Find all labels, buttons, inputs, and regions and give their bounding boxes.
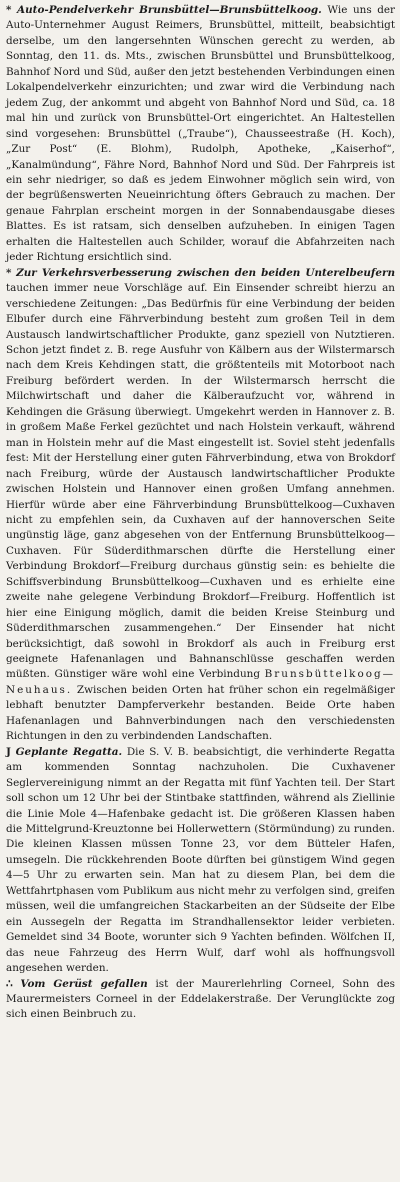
article-paragraph: [6, 745, 395, 977]
article-verkehrsverbesserung: [6, 266, 395, 745]
article-marker: *: [6, 266, 12, 279]
article-emphasis: Brunsbüttelkoog—Neuhaus.: [6, 668, 395, 696]
article-marker: J: [6, 745, 11, 758]
article-body: Wie uns der Auto-Unternehmer August Reimers, Brunsbüttel, mitteilt, beabsichtigt derselbe, um den langersehnten Wünschen gerecht zu werden, ab Sonntag, den 11. ds. Mts., zwischen Brunsbüttel und Brunsbüttelkoog, Bahnhof Nord und Süd, außer den jetzt bestehenden Verbindungen einen Lokalpendelverkehr einzurichten; und zwar wird die Verbindung nach jedem Zug, der ankommt und abgeht von Bahnhof Nord und Süd, ca. 18 mal hin und zurück von Brunsbüttel-Ort eingerichtet. An Haltestellen sind vorgesehen: Brunsbüttel („Traube“), Chausseestraße (H. Koch), „Zur Post“ (E. Blohm), Rudolph, Apotheke, „Kaiserhof“, „Kanalmündung“, Fähre Nord, Bahnhof Nord und Süd. Der Fahrpreis ist ein sehr niedriger, so daß es jedem Einwohner möglich sein wird, von der begrüßenswerten Neueinrichtung öfters Gebrauch zu machen. Der genaue Fahrplan erscheint morgen in der Sonnabendausgabe dieses Blattes. Es ist ratsam, sich denselben aufzuheben. In einigen Tagen erhalten die Haltestellen auch Schilder, worauf die Abfahrzeiten nach jeder Richtung ersichtlich sind.: [6, 4, 396, 264]
article-paragraph: [6, 3, 395, 266]
article-body: ist der Maurerlehrling Corneel, Sohn des Maurermeisters Corneel in der Eddelakerstraße. Der Verunglückte zog sich einen Beinbruch zu.: [6, 977, 395, 1021]
article-geplante-regatta: [6, 745, 395, 977]
article-headline: Geplante Regatta.: [15, 745, 123, 758]
article-auto-pendelverkehr: [6, 3, 395, 266]
article-body-continued: Zwischen beiden Orten hat früher schon ein regelmäßiger lebhaft benutzter Dampferverkehr bestanden. Beide Orte haben Hafenanlagen und Bahnverbindungen nach den verschiedensten Richtungen in den zu verbindenden Landschaften.: [6, 683, 395, 743]
article-marker: ∴: [6, 977, 13, 990]
article-body: tauchen immer neue Vorschläge auf. Ein Einsender schreibt hierzu an verschiedene Zeitungen: „Das Bedürfnis für eine Verbindung der beiden Elbufer durch eine Fährverbindung besteht zum großen Teil in dem Austausch landwirtschaftlicher Produkte, ganz speziell von Nutztieren. Schon jetzt findet z. B. rege Ausfuhr von Kälbern aus der Wilstermarsch nach dem Kreis Kehdingen statt, die größtenteils mit Motorboot nach Freiburg befördert werden. In der Wilstermarsch herrscht die Milchwirtschaft und daher die Kälberaufzucht vor, während in Kehdingen die Gräsung überwiegt. Umgekehrt werden in Hannover z. B. in großem Maße Ferkel gezüchtet und nach Holstein verkauft, während man in Holstein mehr auf die Mast eingestellt ist. Soviel steht jedenfalls fest: Mit der Herstellung einer guten Fährverbindung, etwa von Brokdorf nach Freiburg, würde der Austausch landwirtschaftlicher Produkte zwischen Holstein und Hannover einen großen Umfang annehmen. Hierfür würde aber eine Fährverbindung Brunsbüttelkoog—Cuxhaven nicht zu empfehlen sein, da Cuxhaven auf der hannoverschen Seite ungünstig läge, ganz abgesehen von der Entfernung Brunsbüttelkoog—Cuxhaven. Für Süderdithmarschen dürfte die Herstellung einer Verbindung Brokdorf—Freiburg durchaus günstig sein: es behielte die Schiffsverbindung Brunsbüttelkoog—Cuxhaven und es erhielte eine zweite nahe gelegene Verbindung Brokdorf—Freiburg. Hoffentlich ist hier eine Einigung möglich, damit die beiden Kreise Steinburg und Süderdithmarschen zusammengehen.“ Der Einsender hat nicht berücksichtigt, daß sowohl in Brokdorf als auch in Freiburg erst geeignete Hafenanlagen und Bahnanschlüsse geschaffen werden müßten. Günstiger wäre wohl eine Verbindung: [6, 282, 395, 681]
article-body: Die S. V. B. beabsichtigt, die verhinderte Regatta am kommenden Sonntag nachzuholen. Die Cuxhavener Seglervereinigung nimmt an der Regatta mit fünf Yachten teil. Der Start soll schon um 12 Uhr bei der Stintbake stattfinden, während als Ziellinie die Linie Mole 4—Hafenbake gedacht ist. Die größeren Klassen haben die Mittelgrund-Kreuztonne bei Hollerwettern (Störmündung) zu runden. Die kleinen Klassen müssen Tonne 23, vor dem Bütteler Hafen, umsegeln. Die rückkehrenden Boote dürften bei günstigem Wind gegen 4—5 Uhr zu erwarten sein. Man hat zu diesem Plan, bei dem die Wettfahrtphasen vom Publikum aus nicht mehr zu verfolgen sind, greifen müssen, weil die umfangreichen Stackarbeiten an der Südseite der Elbe ein Aussegeln der Regatta im Strandhallensektor leider verbieten. Gemeldet sind 34 Boote, worunter sich 9 Yachten befinden. Wölfchen II, das neue Fahrzeug des Herrn Wulf, darf wohl als hoffnungsvoll angesehen werden.: [6, 745, 395, 975]
article-headline: Auto-Pendelverkehr Brunsbüttel—Brunsbüttelkoog.: [17, 4, 322, 16]
article-vom-geruest-gefallen: [6, 977, 395, 1023]
article-headline: Vom Gerüst gefallen: [20, 977, 148, 990]
article-paragraph: [6, 266, 395, 745]
article-paragraph: [6, 977, 395, 1023]
article-marker: *: [6, 4, 12, 16]
article-headline: Zur Verkehrsverbesserung zwischen den beiden Unterelbeufern: [16, 266, 395, 279]
